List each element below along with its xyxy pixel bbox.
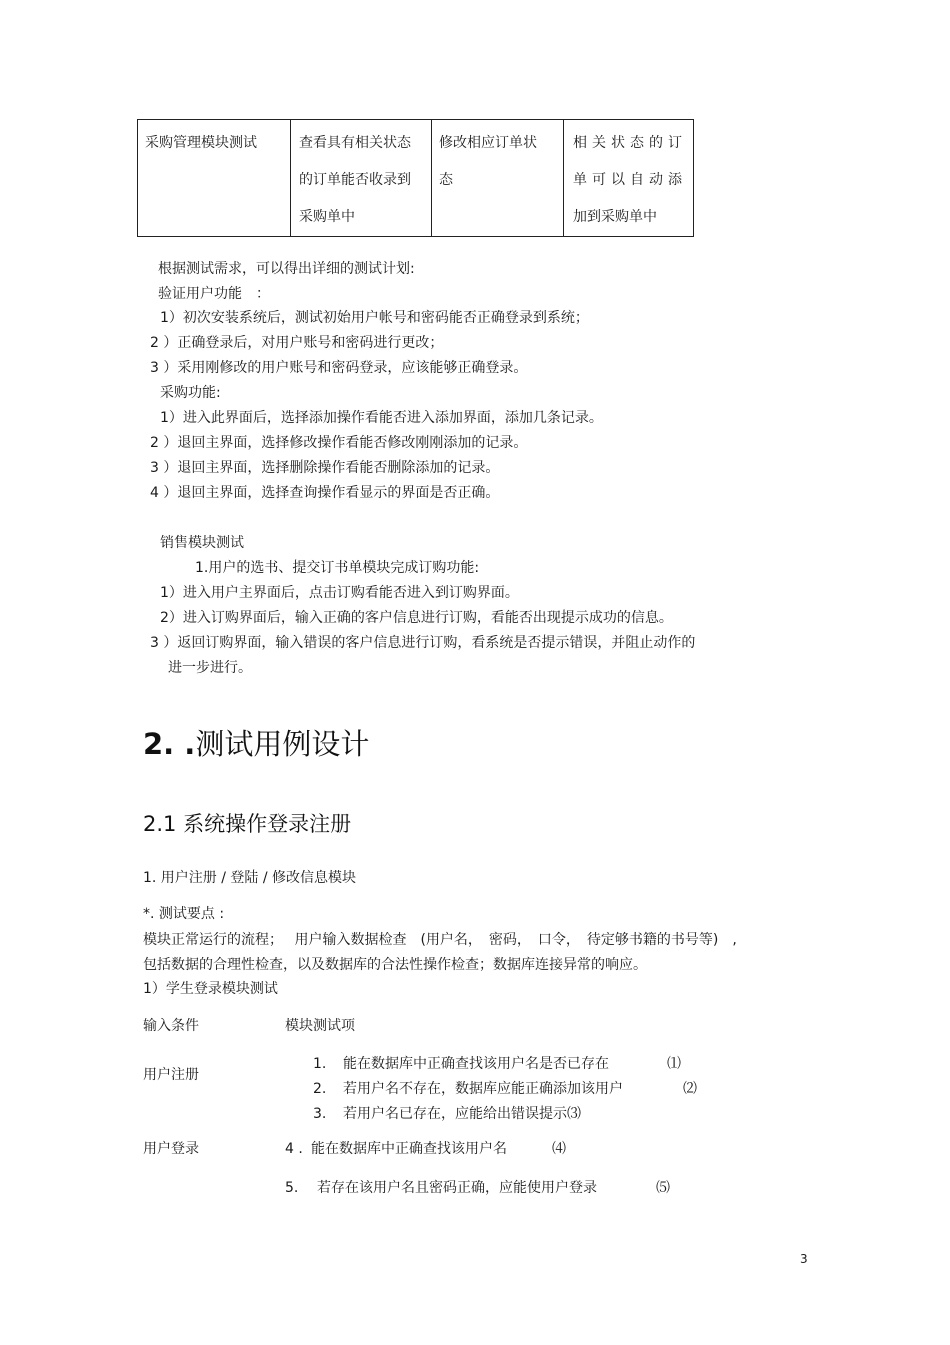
case-num: 5. — [285, 1180, 299, 1196]
list-item: 进一步进行。 — [168, 660, 252, 676]
cell-line: 的订单能否收录到 — [299, 172, 411, 188]
cell-line: 加到采购单中 — [573, 209, 657, 225]
cell-line: 修改相应订单状 — [439, 135, 537, 151]
points-line: 包括数据的合理性检查，以及数据库的合法性操作检查；数据库连接异常的响应。 — [143, 957, 647, 973]
register-label: 用户注册 — [143, 1067, 199, 1083]
list-item: 4 ）退回主界面，选择查询操作看显示的界面是否正确。 — [150, 485, 500, 501]
list-item: 2 ）退回主界面，选择修改操作看能否修改刚刚添加的记录。 — [150, 435, 528, 451]
cell-line: 相关状态的订 — [573, 135, 687, 151]
section-title: 测试用例设计 — [195, 727, 370, 761]
case-ref: ⑷ — [552, 1141, 566, 1157]
sub-title: 1）学生登录模块测试 — [143, 981, 278, 997]
list-item: 3 ）返回订购界面，输入错误的客户信息进行订购，看系统是否提示错误，并阻止动作的 — [150, 635, 696, 651]
table-cell-action — [432, 120, 564, 237]
points-line: 模块正常运行的流程； 用户输入数据检查 (用户名， 密码， 口令， 待定够书籍的书号等) , — [143, 932, 737, 948]
case-text: 若存在该用户名且密码正确，应能使用户登录 — [317, 1180, 597, 1196]
table-cell-check — [291, 120, 432, 237]
header-test-items: 模块测试项 — [285, 1018, 355, 1034]
test-table — [137, 119, 694, 237]
case-text: 能在数据库中正确查找该用户名 — [311, 1141, 507, 1157]
module-title: 1. 用户注册 / 登陆 / 修改信息模块 — [143, 870, 357, 886]
case-num: 3. — [313, 1106, 327, 1122]
subsection-heading: 2.1 系统操作登录注册 — [143, 812, 352, 836]
case-ref: ⑸ — [656, 1180, 670, 1196]
sales-title: 销售模块测试 — [160, 535, 244, 551]
cell-line: 单可以自动添 — [573, 172, 687, 188]
cell-line: 采购单中 — [299, 209, 355, 225]
case-num: 1. — [313, 1056, 327, 1072]
case-ref: ⑴ — [667, 1056, 681, 1072]
list-item: 1）进入此界面后，选择添加操作看能否进入添加界面，添加几条记录。 — [160, 410, 603, 426]
case-text: 若用户名已存在，应能给出错误提示⑶ — [343, 1106, 581, 1122]
section-heading — [143, 722, 369, 763]
table-cell-expected — [564, 120, 694, 237]
table-row — [138, 120, 694, 237]
verify-title: 验证用户功能 ： — [158, 286, 270, 302]
section-number: 2. . — [143, 727, 196, 761]
page-number: 3 — [800, 1252, 808, 1266]
list-item: 3 ）采用刚修改的用户账号和密码登录，应该能够正确登录。 — [150, 360, 528, 376]
purchase-title: 采购功能: — [160, 385, 221, 401]
case-text: 能在数据库中正确查找该用户名是否已存在 — [343, 1056, 609, 1072]
header-input-condition: 输入条件 — [143, 1018, 199, 1034]
login-label: 用户登录 — [143, 1141, 199, 1157]
case-num: 2. — [313, 1081, 327, 1097]
sales-subtitle: 1.用户的选书、提交订书单模块完成订购功能: — [195, 560, 480, 576]
list-item: 1）初次安装系统后，测试初始用户帐号和密码能否正确登录到系统； — [160, 310, 589, 326]
table-cell-module — [138, 120, 291, 237]
case-num: 4 . — [285, 1141, 303, 1157]
cell-line: 态 — [439, 172, 453, 188]
case-text: 若用户名不存在，数据库应能正确添加该用户 — [343, 1081, 623, 1097]
points-title: *. 测试要点 : — [143, 906, 225, 922]
cell-line: 查看具有相关状态 — [299, 135, 411, 151]
list-item: 3 ）退回主界面，选择删除操作看能否删除添加的记录。 — [150, 460, 500, 476]
cell-line: 采购管理模块测试 — [145, 135, 257, 151]
plan-intro: 根据测试需求，可以得出详细的测试计划: — [158, 261, 415, 277]
list-item: 1）进入用户主界面后，点击订购看能否进入到订购界面。 — [160, 585, 519, 601]
list-item: 2 ）正确登录后，对用户账号和密码进行更改； — [150, 335, 444, 351]
list-item: 2）进入订购界面后，输入正确的客户信息进行订购，看能否出现提示成功的信息。 — [160, 610, 673, 626]
case-ref: ⑵ — [683, 1081, 697, 1097]
